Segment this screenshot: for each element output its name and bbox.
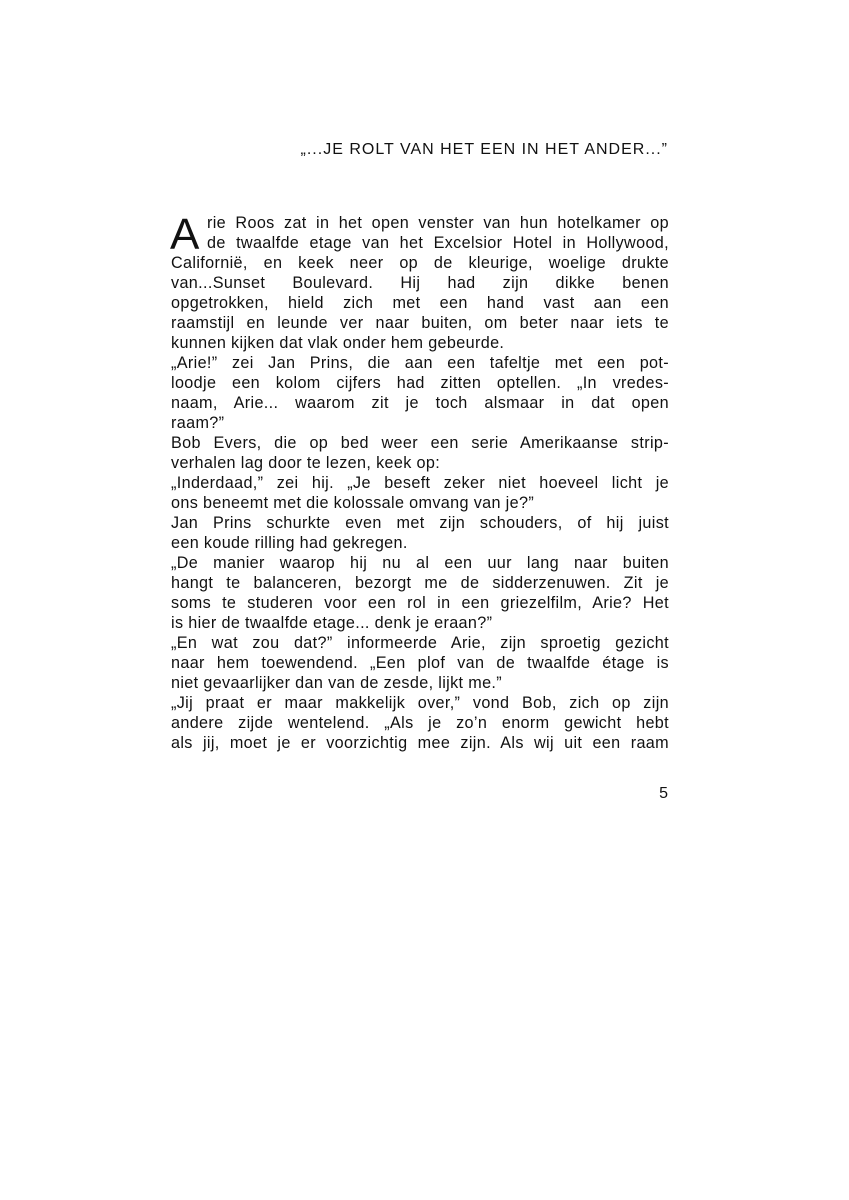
text-line: hangt te balanceren, bezorgt me de sidderzenuwen. Zit je [171, 574, 669, 592]
body-text [170, 210, 669, 753]
text-line: naam, Arie... waarom zit je toch alsmaar in dat open [171, 394, 669, 412]
text-line: is hier de twaalfde etage... denk je eraan?” [171, 614, 493, 632]
text-line: raam?” [171, 414, 225, 432]
text-line-content: rie Roos zat in het open venster van hun hotelkamer op [207, 214, 669, 232]
text-line: als jij, moet je er voorzichtig mee zijn. Als wij uit een raam [171, 734, 669, 752]
text-line: kunnen kijken dat vlak onder hem gebeurde. [171, 334, 505, 352]
text-line: een koude rilling had gekregen. [171, 534, 408, 552]
text-line: naar hem toewendend. „Een plof van de twaalfde étage is [171, 654, 669, 672]
drop-cap: A [170, 210, 200, 259]
chapter-title: „...JE ROLT VAN HET EEN IN HET ANDER...” [300, 141, 668, 158]
text-line: niet gevaarlijker dan van de zesde, lijkt me.” [171, 674, 503, 692]
text-line: „De manier waarop hij nu al een uur lang naar buiten [171, 554, 669, 572]
text-line: soms te studeren voor een rol in een griezelfilm, Arie? Het [171, 594, 669, 612]
text-line: Californië, en keek neer op de kleurige, woelige drukte [171, 254, 669, 272]
text-line: van...Sunset Boulevard. Hij had zijn dikke benen [171, 274, 669, 292]
text-line: Bob Evers, die op bed weer een serie Amerikaanse strip- [171, 434, 669, 452]
text-line: de twaalfde etage van het Excelsior Hotel in Hollywood, [207, 234, 669, 252]
text-line: Jan Prins schurkte even met zijn schouders, of hij juist [171, 514, 669, 532]
page-number: 5 [659, 785, 668, 802]
text-line: „En wat zou dat?” informeerde Arie, zijn sproetig gezicht [171, 634, 669, 652]
text-line: raamstijl en leunde ver naar buiten, om beter naar iets te [171, 314, 669, 332]
text-line: loodje een kolom cijfers had zitten optellen. „In vredes- [171, 374, 669, 392]
text-line: „Jij praat er maar makkelijk over,” vond Bob, zich op zijn [171, 694, 669, 712]
text-line: verhalen lag door te lezen, keek op: [171, 454, 441, 472]
text-line: andere zijde wentelend. „Als je zo’n enorm gewicht hebt [171, 714, 669, 732]
text-line: opgetrokken, hield zich met een hand vast aan een [171, 294, 669, 312]
text-line: „Arie!” zei Jan Prins, die aan een tafeltje met een pot- [171, 354, 669, 372]
text-line: „Inderdaad,” zei hij. „Je beseft zeker niet hoeveel licht je [171, 474, 669, 492]
text-line: ons beneemt met die kolossale omvang van je?” [171, 494, 535, 512]
